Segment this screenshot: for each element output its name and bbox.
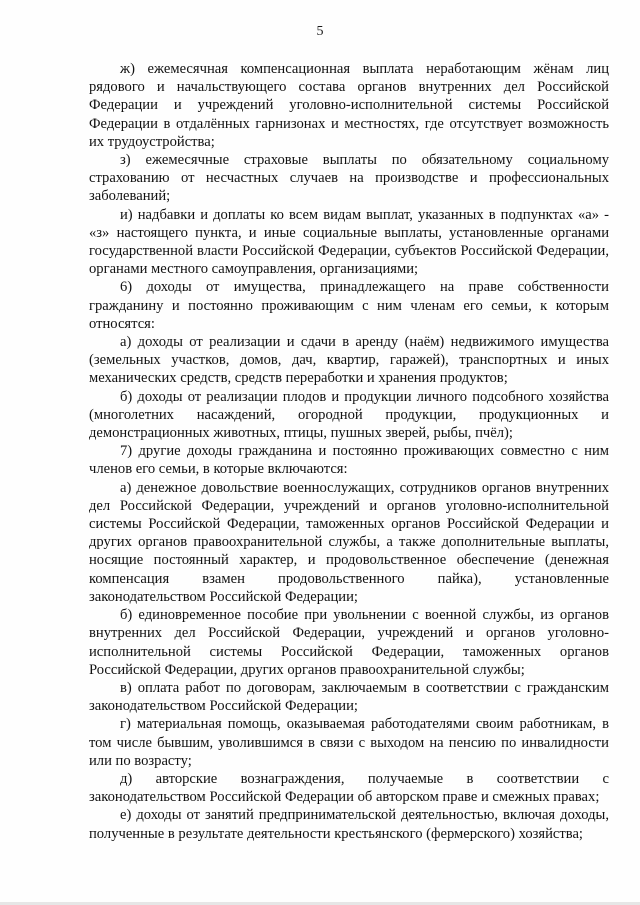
paragraph-7b: б) единовременное пособие при увольнении с военной службы, из органов внутренних дел Российской Федерации, учреждений и органов уголовно-исполнительной системы Российской Федерации, таможенных органов Российской Федерации, других органов правоохранительной службы; xyxy=(89,607,609,678)
paragraph-7a: а) денежное довольствие военнослужащих, сотрудников органов внутренних дел Российской Федерации, учреждений и органов уголовно-исполнительной системы Российской Федерации, таможенных органов Российской Федерации и других органов правоохранительной службы, а также дополнительные выплаты, носящие постоянный характер, и продовольственное обеспечение (денежная компенсация взамен продовольственного пайка), установленные законодательством Российской Федерации; xyxy=(89,479,609,605)
paragraph-7e: е) доходы от занятий предпринимательской деятельностью, включая доходы, полученные в результате деятельности крестьянского (фермерского) хозяйства; xyxy=(89,807,609,842)
paragraph-6b: б) доходы от реализации плодов и продукции личного подсобного хозяйства (многолетних насаждений, огородной продукции, продукционных и демонстрационных животных, птицы, пушных зверей, рыбы, пчёл); xyxy=(89,388,609,442)
paragraph-6: 6) доходы от имущества, принадлежащего на праве собственности гражданину и постоянно проживающим с ним членам его семьи, к которым относятся: xyxy=(89,279,609,332)
paragraph-6a: а) доходы от реализации и сдачи в аренду (наём) недвижимого имущества (земельных участков, домов, дач, квартир, гаражей), транспортных и иных механических средств, средств переработки и хранения продуктов; xyxy=(89,334,609,387)
paragraph-7v: в) оплата работ по договорам, заключаемым в соответствии с гражданским законодательством Российской Федерации; xyxy=(89,679,609,715)
paragraph-7: 7) другие доходы гражданина и постоянно проживающих совместно с ним членов его семьи, в которые включаются: xyxy=(89,443,609,478)
page-number: 5 xyxy=(316,24,324,39)
paragraph-i: и) надбавки и доплаты ко всем видам выплат, указанных в подпунктах «а» - «з» настоящего пункта, и иные социальные выплаты, установленные органами государственной власти Российской Федерации, субъектов Российской Федерации, органами местного самоуправления, организациями; xyxy=(89,206,609,278)
paragraph-zh: ж) ежемесячная компенсационная выплата неработающим жёнам лиц рядового и начальствующего состава органов внутренних дел Российской Федерации и учреждений уголовно-исполнительной системы Российской Федерации в отдалённых гарнизонах и местностях, где отсутствует возможность их трудоустройства; xyxy=(89,61,609,150)
document-body xyxy=(89,60,609,843)
paragraph-z: з) ежемесячные страховые выплаты по обязательному социальному страхованию от несчастных случаев на производстве и профессиональных заболеваний; xyxy=(89,152,609,205)
paragraph-7d: д) авторские вознаграждения, получаемые в соответствии с законодательством Российской Федерации об авторском праве и смежных правах; xyxy=(89,770,609,806)
paragraph-7g: г) материальная помощь, оказываемая работодателями своим работникам, в том числе бывшим, уволившимся в связи с выходом на пенсию по инвалидности или по возрасту; xyxy=(89,716,609,769)
